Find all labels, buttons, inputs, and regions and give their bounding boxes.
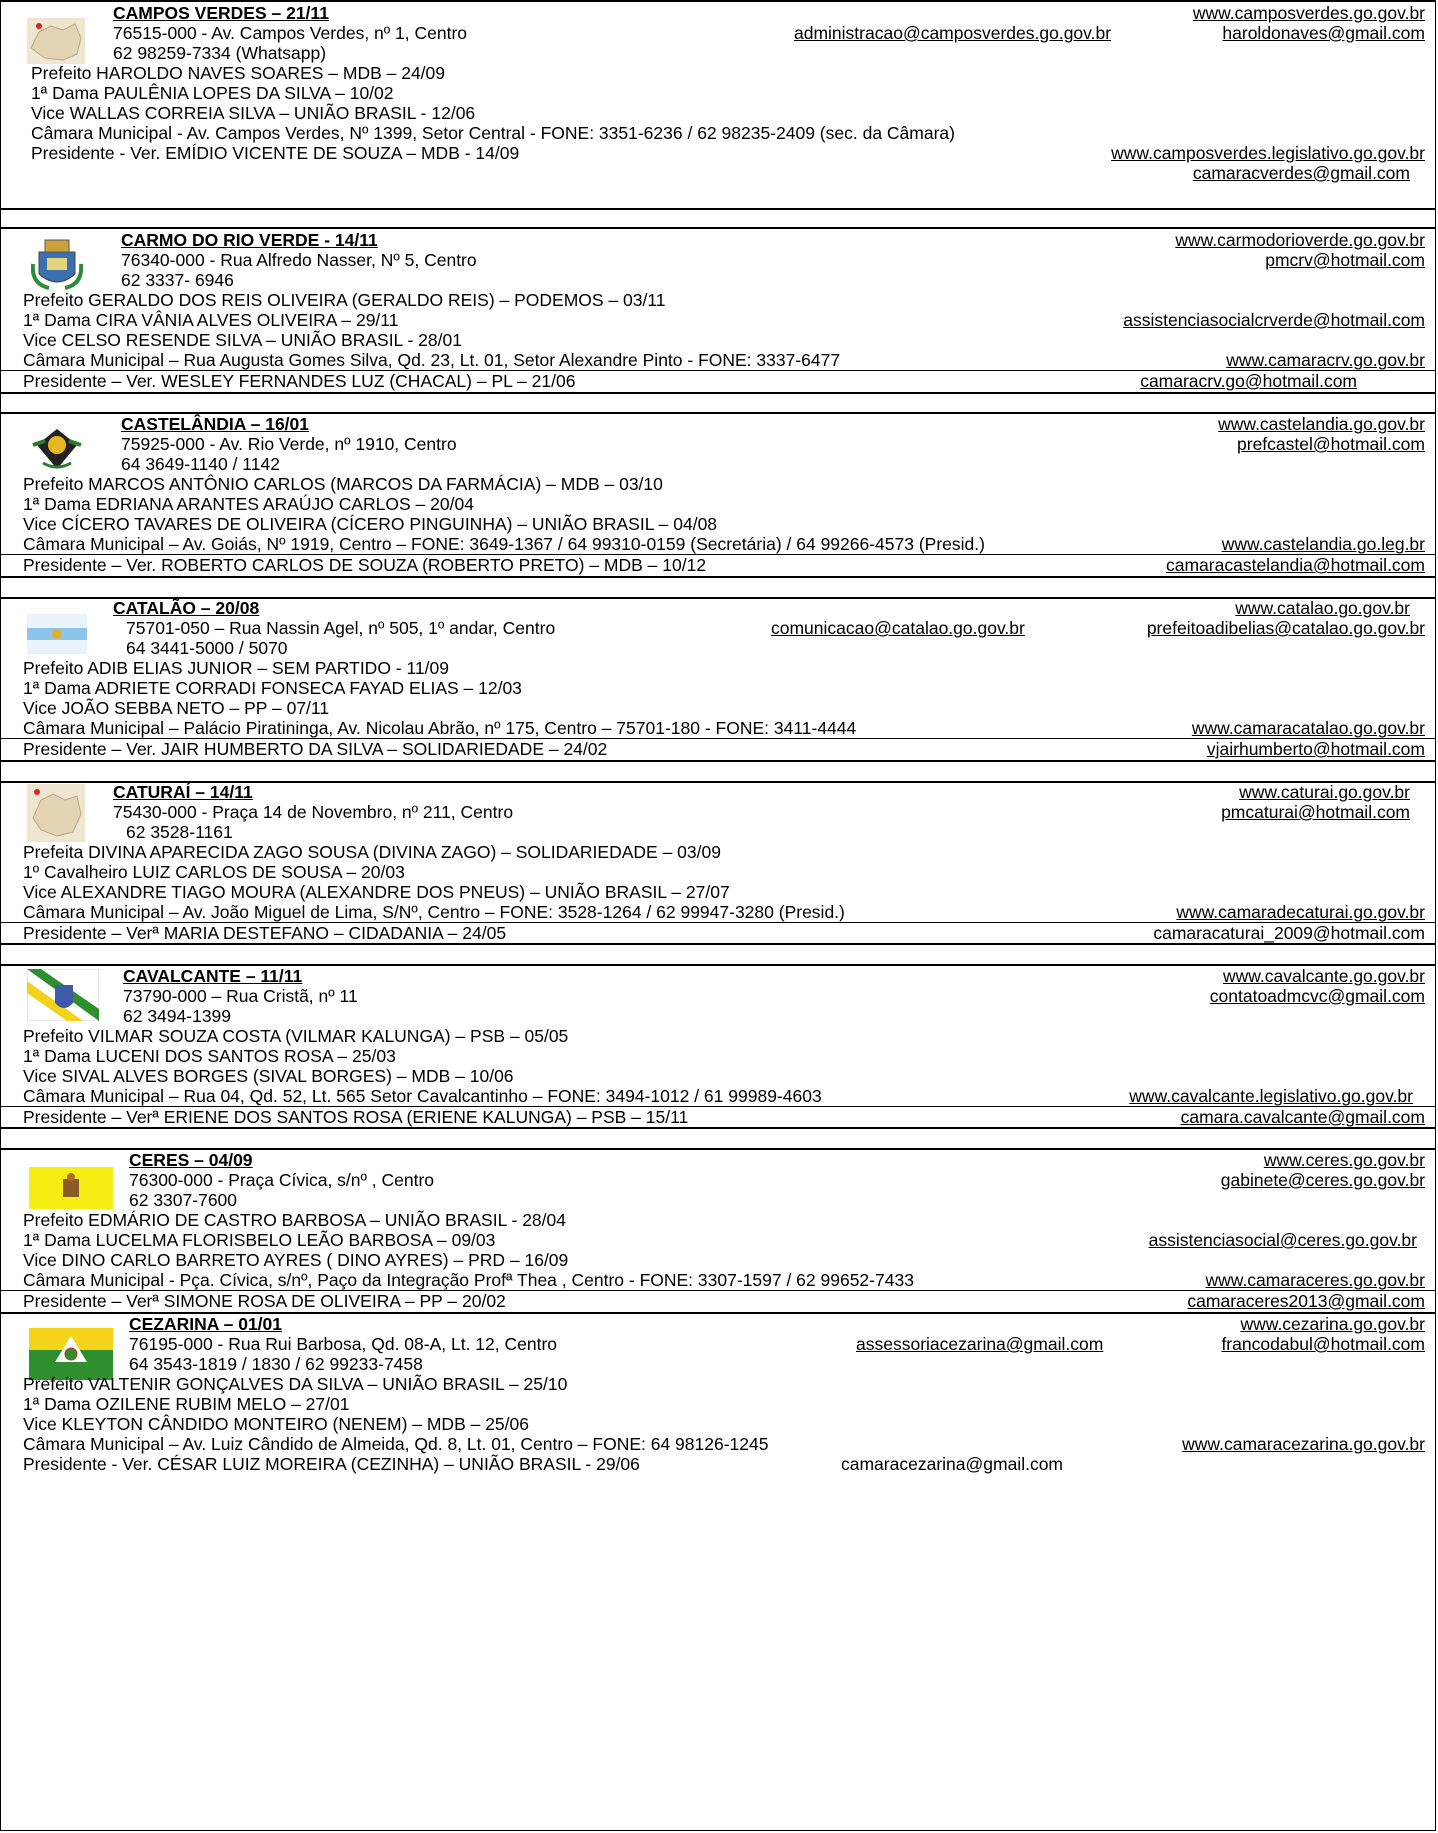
mayor: Prefeito VALTENIR GONÇALVES DA SILVA – UNIÃO BRASIL – 25/10 [23,1374,568,1394]
vice-mayor: Vice DINO CARLO BARRETO AYRES ( DINO AYRES) – PRD – 16/09 [23,1250,569,1270]
first-gentleman: 1º Cavalheiro LUIZ CARLOS DE SOUSA – 20/03 [23,862,405,882]
email-link[interactable]: contatoadmcvc@gmail.com [1209,986,1425,1006]
website-link[interactable]: www.carmodorioverde.go.gov.br [1175,230,1425,250]
council-email: camaracaturai_2009@hotmail.com [1153,923,1425,943]
council-email-link[interactable]: camaraceres2013@gmail.com [1187,1291,1425,1311]
council-website-link[interactable]: www.castelandia.go.leg.br [1221,534,1425,554]
email-link[interactable]: francodabul@hotmail.com [1221,1334,1425,1354]
first-lady: 1ª Dama ADRIETE CORRADI FONSECA FAYAD ELIAS – 12/03 [23,678,522,698]
municipality-title: CERES – 04/09 [129,1150,253,1170]
city-council: Câmara Municipal – Av. Goiás, Nº 1919, Centro – FONE: 3649-1367 / 64 99310-0159 (Secretária) / 64 99266-4573 (Presid.) [23,534,985,554]
first-lady: 1ª Dama PAULÊNIA LOPES DA SILVA – 10/02 [31,83,394,103]
municipality-block-cezarina [1,1314,1435,1514]
vice-mayor: Vice WALLAS CORREIA SILVA – UNIÃO BRASIL - 12/06 [31,103,476,123]
address: 76515-000 - Av. Campos Verdes, nº 1, Centro [113,23,468,43]
first-lady: 1ª Dama LUCENI DOS SANTOS ROSA – 25/03 [23,1046,396,1066]
website-link[interactable]: www.cezarina.go.gov.br [1240,1314,1425,1334]
municipality-block-catalao [1,598,1435,762]
municipality-title: CAVALCANTE – 11/11 [123,966,303,986]
phone: 64 3441-5000 / 5070 [126,638,288,658]
website-link[interactable]: www.caturai.go.gov.br [1239,782,1410,802]
email-link[interactable]: comunicacao@catalao.go.gov.br [771,618,1025,638]
council-website-link[interactable]: www.cavalcante.legislativo.go.gov.br [1129,1086,1413,1106]
city-council: Câmara Municipal – Av. Luiz Cândido de Almeida, Qd. 8, Lt. 01, Centro – FONE: 64 98126-1245 [23,1434,769,1454]
city-council: Câmara Municipal – Rua Augusta Gomes Silva, Qd. 23, Lt. 01, Setor Alexandre Pinto - FONE: 3337-6477 [23,350,841,370]
phone: 62 98259-7334 (Whatsapp) [113,43,327,63]
council-email-link[interactable]: camara.cavalcante@gmail.com [1180,1107,1425,1127]
city-council: Câmara Municipal – Palácio Piratininga, Av. Nicolau Abrão, nº 175, Centro – 75701-180 - FONE: 3411-4444 [23,718,857,738]
council-president: Presidente - Ver. CÉSAR LUIZ MOREIRA (CEZINHA) – UNIÃO BRASIL - 29/06 [23,1454,640,1474]
email-link[interactable]: assessoriacezarina@gmail.com [856,1334,1104,1354]
council-president: Presidente – Ver. WESLEY FERNANDES LUZ (CHACAL) – PL – 21/06 [23,371,576,391]
city-council: Câmara Municipal – Av. João Miguel de Lima, S/Nº, Centro – FONE: 3528-1264 / 62 99947-3280 (Presid.) [23,902,845,922]
vice-mayor: Vice SIVAL ALVES BORGES (SIVAL BORGES) – MDB – 10/06 [23,1066,514,1086]
vice-mayor: Vice KLEYTON CÂNDIDO MONTEIRO (NENEM) – MDB – 25/06 [23,1414,529,1434]
municipality-block-carmo-do-rio-verde [1,228,1435,413]
phone: 62 3494-1399 [123,1006,232,1026]
separator [1,576,1435,578]
city-council: Câmara Municipal – Rua 04, Qd. 52, Lt. 565 Setor Cavalcantinho – FONE: 3494-1012 / 61 99989-4603 [23,1086,822,1106]
council-website-link[interactable]: www.camaracatalao.go.gov.br [1191,718,1425,738]
separator [1,943,1435,945]
mayor: Prefeito VILMAR SOUZA COSTA (VILMAR KALUNGA) – PSB – 05/05 [23,1026,569,1046]
council-website-link[interactable]: www.camaraceres.go.gov.br [1205,1270,1425,1290]
municipality-title: CARMO DO RIO VERDE - 14/11 [121,230,378,250]
municipality-map-icon [27,18,85,64]
first-lady: 1ª Dama CIRA VÂNIA ALVES OLIVEIRA – 29/11 [23,310,399,330]
separator [1,1127,1435,1129]
municipality-block-ceres [1,1149,1435,1313]
municipality-crest-icon [29,427,85,471]
municipality-flag-icon [27,969,99,1021]
municipality-title: CEZARINA – 01/01 [129,1314,283,1334]
website-link[interactable]: www.camposverdes.go.gov.br [1192,3,1425,23]
council-email-link[interactable]: camaracrv.go@hotmail.com [1140,371,1357,391]
address: 75430-000 - Praça 14 de Novembro, nº 211, Centro [113,802,514,822]
mayor: Prefeito HAROLDO NAVES SOARES – MDB – 24/09 [31,63,446,83]
first-lady: 1ª Dama LUCELMA FLORISBELO LEÃO BARBOSA – 09/03 [23,1230,496,1250]
municipality-flag-icon [29,1167,113,1209]
municipality-block-campos-verdes [1,2,1435,208]
email-link[interactable]: pmcaturai@hotmail.com [1221,802,1410,822]
municipality-title: CASTELÂNDIA – 16/01 [121,414,310,434]
separator [1,392,1435,394]
website-link[interactable]: www.ceres.go.gov.br [1263,1150,1425,1170]
address: 76300-000 - Praça Cívica, s/nº , Centro [129,1170,435,1190]
council-website-link[interactable]: www.camaracrv.go.gov.br [1226,350,1425,370]
website-link[interactable]: www.cavalcante.go.gov.br [1222,966,1425,986]
website-link[interactable]: www.castelandia.go.gov.br [1218,414,1425,434]
municipality-block-caturai [1,782,1435,946]
phone: 64 3649-1140 / 1142 [121,454,280,474]
address: 75701-050 – Rua Nassin Agel, nº 505, 1º andar, Centro [126,618,556,638]
council-email-link[interactable]: vjairhumberto@hotmail.com [1206,739,1425,759]
vice-mayor: Vice JOÃO SEBBA NETO – PP – 07/11 [23,698,330,718]
municipality-flag-icon [27,614,87,654]
social-assistance-email-link[interactable]: assistenciasocialcrverde@hotmail.com [1123,310,1425,330]
municipality-block-castelandia [1,413,1435,577]
address: 75925-000 - Av. Rio Verde, nº 1910, Centro [121,434,457,454]
phone: 62 3307-7600 [129,1190,238,1210]
municipality-crest-icon [31,234,83,292]
email-link[interactable]: prefeitoadibelias@catalao.go.gov.br [1146,618,1425,638]
council-president: Presidente – Verª MARIA DESTEFANO – CIDADANIA – 24/05 [23,923,507,943]
mayor: Prefeito GERALDO DOS REIS OLIVEIRA (GERALDO REIS) – PODEMOS – 03/11 [23,290,666,310]
municipality-title: CATALÃO – 20/08 [113,598,260,618]
separator [1,208,1435,210]
vice-mayor: Vice CELSO RESENDE SILVA – UNIÃO BRASIL - 28/01 [23,330,462,350]
email-link[interactable]: administracao@camposverdes.go.gov.br [794,23,1112,43]
council-email-link[interactable]: camaracastelandia@hotmail.com [1166,555,1425,575]
phone: 64 3543-1819 / 1830 / 62 99233-7458 [129,1354,423,1374]
vice-mayor: Vice CÍCERO TAVARES DE OLIVEIRA (CÍCERO PINGUINHA) – UNIÃO BRASIL – 04/08 [23,514,718,534]
council-president: Presidente - Ver. EMÍDIO VICENTE DE SOUZA – MDB - 14/09 [31,143,520,163]
email-link[interactable]: pmcrv@hotmail.com [1265,250,1425,270]
city-council: Câmara Municipal - Av. Campos Verdes, Nº 1399, Setor Central - FONE: 3351-6236 / 62 98235-2409 (sec. da Câmara) [31,123,955,143]
phone: 62 3528-1161 [126,822,233,842]
mayor: Prefeita DIVINA APARECIDA ZAGO SOUSA (DIVINA ZAGO) – SOLIDARIEDADE – 03/09 [23,842,721,862]
email-link[interactable]: gabinete@ceres.go.gov.br [1220,1170,1425,1190]
council-website-link[interactable]: www.camaradecaturai.go.gov.br [1176,902,1425,922]
municipality-block-cavalcante [1,965,1435,1129]
council-president: Presidente – Verª ERIENE DOS SANTOS ROSA (ERIENE KALUNGA) – PSB – 15/11 [23,1107,689,1127]
email-link[interactable]: prefcastel@hotmail.com [1237,434,1425,454]
municipality-title: CATURAÍ – 14/11 [113,782,253,802]
municipality-flag-icon [29,1328,113,1380]
mayor: Prefeito EDMÁRIO DE CASTRO BARBOSA – UNIÃO BRASIL - 28/04 [23,1210,566,1230]
website-link[interactable]: www.catalao.go.gov.br [1235,598,1410,618]
council-president: Presidente – Verª SIMONE ROSA DE OLIVEIRA – PP – 20/02 [23,1291,506,1311]
council-website-link[interactable]: www.camaracezarina.go.gov.br [1182,1434,1425,1454]
municipality-title: CAMPOS VERDES – 21/11 [113,3,329,23]
email-link[interactable]: haroldonaves@gmail.com [1222,23,1425,43]
address: 76195-000 - Rua Rui Barbosa, Qd. 08-A, Lt. 12, Centro [129,1334,558,1354]
separator [1,760,1435,762]
mayor: Prefeito MARCOS ANTÔNIO CARLOS (MARCOS DA FARMÁCIA) – MDB – 03/10 [23,474,663,494]
phone: 62 3337- 6946 [121,270,234,290]
first-lady: 1ª Dama OZILENE RUBIM MELO – 27/01 [23,1394,350,1414]
council-president: Presidente – Ver. ROBERTO CARLOS DE SOUZA (ROBERTO PRETO) – MDB – 10/12 [23,555,707,575]
vice-mayor: Vice ALEXANDRE TIAGO MOURA (ALEXANDRE DOS PNEUS) – UNIÃO BRASIL – 27/07 [23,882,730,902]
address: 76340-000 - Rua Alfredo Nasser, Nº 5, Centro [121,250,477,270]
mayor: Prefeito ADIB ELIAS JUNIOR – SEM PARTIDO - 11/09 [23,658,449,678]
council-president: Presidente – Ver. JAIR HUMBERTO DA SILVA – SOLIDARIEDADE – 24/02 [23,739,608,759]
municipality-map-icon [27,784,85,842]
council-email: camaracezarina@gmail.com [841,1454,1064,1474]
city-council: Câmara Municipal - Pça. Cívica, s/nº, Paço da Integração Profª Thea , Centro - FONE: 3307-1597 / 62 99652-7433 [23,1270,914,1290]
social-assistance-email-link[interactable]: assistenciasocial@ceres.go.gov.br [1148,1230,1417,1250]
first-lady: 1ª Dama EDRIANA ARANTES ARAÚJO CARLOS – 20/04 [23,494,474,514]
address: 73790-000 – Rua Cristã, nº 11 [123,986,358,1006]
council-email-link[interactable]: camaracverdes@gmail.com [1192,163,1410,183]
council-website-link[interactable]: www.camposverdes.legislativo.go.gov.br [1111,143,1425,163]
